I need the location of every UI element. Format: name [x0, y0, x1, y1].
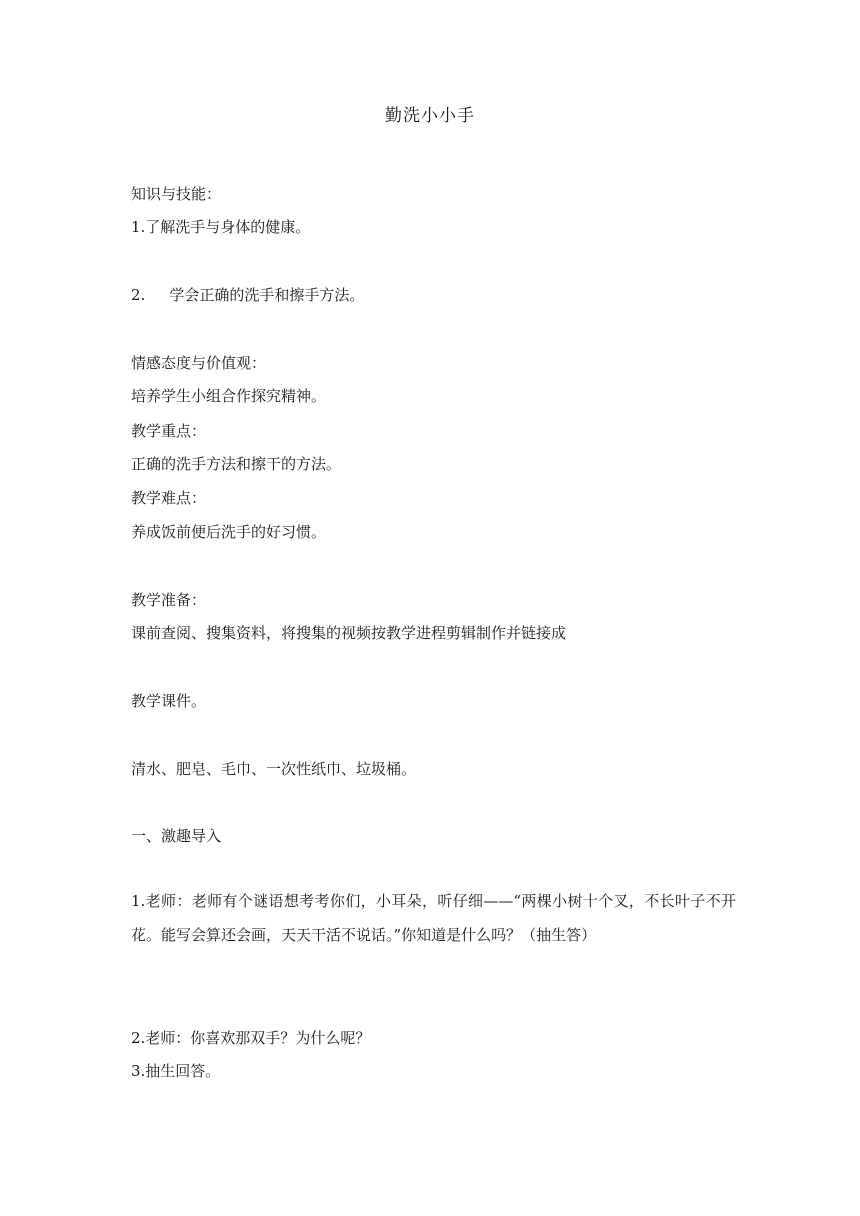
knowledge-item-2-text: 学会正确的洗手和擦手方法。	[169, 286, 365, 304]
prep-heading: 教学准备：	[131, 591, 207, 609]
prep-text-line-2: 教学课件。	[131, 692, 207, 710]
knowledge-item-1: 1.了解洗手与身体的健康。	[131, 218, 311, 236]
emotion-text: 培养学生小组合作探究精神。	[131, 387, 327, 405]
materials-list: 清水、肥皂、毛巾、一次性纸巾、垃圾桶。	[131, 760, 417, 778]
step-2: 2.老师：你喜欢那双手？为什么呢？	[131, 1029, 371, 1047]
document-title: 勤洗小小手	[385, 106, 475, 126]
difficulty-heading: 教学难点：	[131, 489, 207, 507]
prep-text-line-1: 课前查阅、搜集资料，将搜集的视频按教学进程剪辑制作并链接成	[131, 624, 567, 642]
knowledge-item-2-number: 2.	[131, 286, 146, 304]
step-1-paragraph: 1.老师：老师有个谜语想考考你们，小耳朵，听仔细——“两棵小树十个叉，不长叶子不开花。能写会算还会画，天天干活不说话。”你知道是什么吗？（抽生答）	[131, 892, 736, 944]
step-3: 3.抽生回答。	[131, 1062, 221, 1080]
key-text: 正确的洗手方法和擦干的方法。	[131, 455, 342, 473]
knowledge-item-2	[131, 284, 741, 307]
emotion-heading: 情感态度与价值观：	[131, 354, 267, 372]
key-heading: 教学重点：	[131, 422, 207, 440]
section-1-heading: 一、激趣导入	[131, 827, 222, 845]
knowledge-heading: 知识与技能：	[131, 185, 222, 203]
difficulty-text: 养成饭前便后洗手的好习惯。	[131, 523, 327, 541]
